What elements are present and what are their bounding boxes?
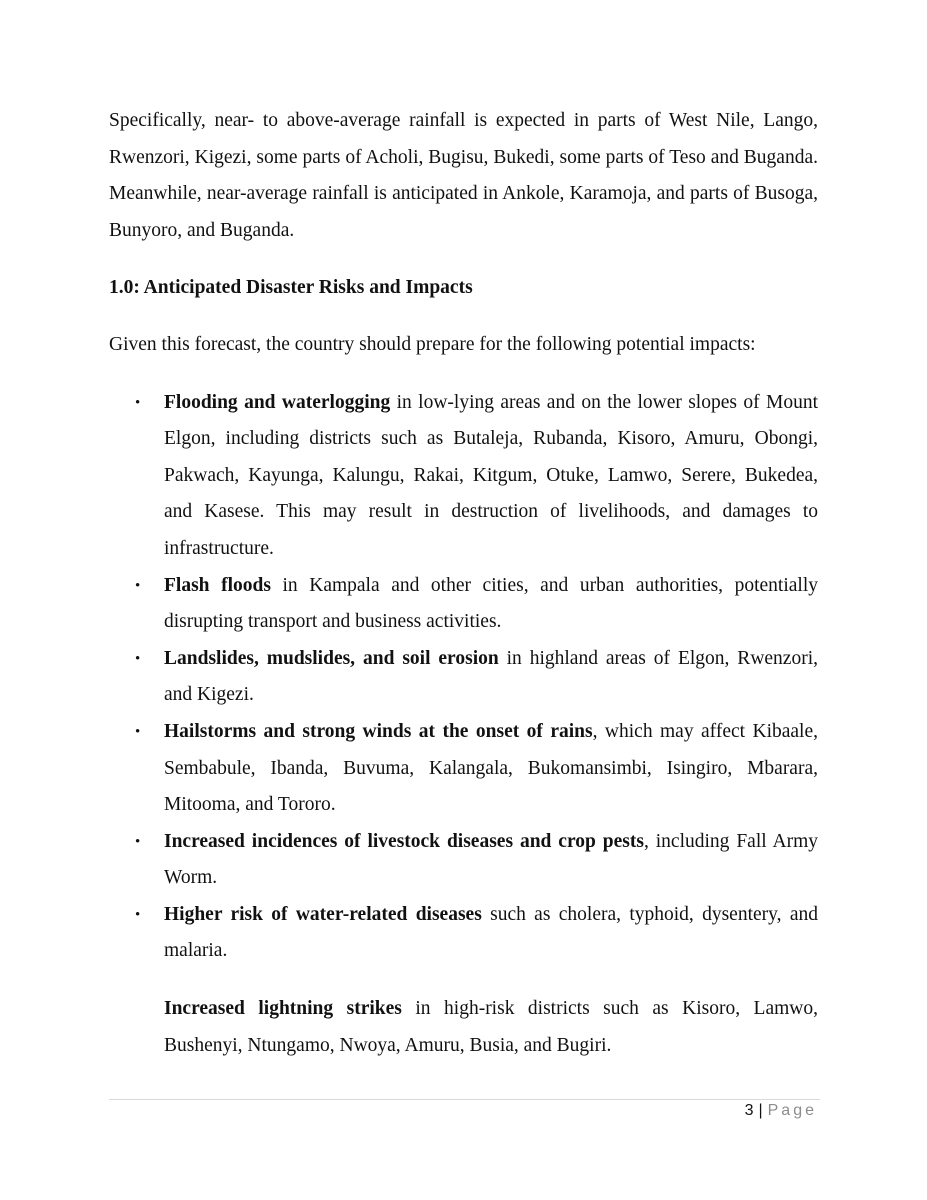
page-label: Page [767, 1102, 817, 1119]
impact-text: such as cholera, typhoid, dysentery, and malaria. [164, 903, 818, 962]
impact-text: in Kampala and other cities, and urban authorities, potentially disrupting transport and business activities. [164, 574, 818, 633]
page-number: 3 [744, 1102, 754, 1119]
bullet-icon: • [135, 650, 141, 667]
intro-paragraph: Specifically, near- to above-average rainfall is expected in parts of West Nile, Lango, Rwenzori, Kigezi, some parts of Acholi, Bugisu, Bukedi, some parts of Teso and Buganda. Meanwhile, near-average rainfall is anticipated in Ankole, Karamoja, and parts of Busoga, Bunyoro, and Buganda. [109, 110, 818, 241]
footer-divider [109, 1099, 820, 1100]
bullet-icon: • [135, 833, 141, 850]
list-item [109, 568, 818, 641]
document-body [109, 103, 818, 1064]
bullet-icon: • [135, 394, 141, 411]
list-item [109, 641, 818, 714]
footer-separator: | [758, 1102, 763, 1119]
bullet-icon: • [135, 906, 141, 923]
page-footer [745, 1102, 817, 1120]
list-item [109, 897, 818, 970]
impact-text: in low-lying areas and on the lower slopes of Mount Elgon, including districts such as Butaleja, Rubanda, Kisoro, Amuru, Obongi, Pakwach, Kayunga, Kalungu, Rakai, Kitgum, Otuke, Lamwo, Serere, Bukedea, and Kasese. This may result in destruction of livelihoods, and damages to infrastructure. [164, 391, 818, 559]
bullet-icon: • [135, 577, 141, 594]
impact-title: Increased incidences of livestock diseases and crop pests [164, 830, 644, 852]
impact-title: Hailstorms and strong winds at the onset of rains [164, 720, 593, 742]
impact-title: Flooding and waterlogging [164, 391, 391, 413]
impacts-list [109, 385, 818, 971]
list-item [109, 714, 818, 824]
impact-text: , which may affect Kibaale, Sembabule, Ibanda, Buvuma, Kalangala, Bukomansimbi, Isingiro, Mbarara, Mitooma, and Tororo. [164, 720, 818, 816]
lead-in-paragraph: Given this forecast, the country should prepare for the following potential impacts: [109, 333, 756, 355]
impact-text: , including Fall Army Worm. [164, 830, 818, 889]
lightning-title: Increased lightning strikes [164, 998, 402, 1020]
lightning-text: in high-risk districts such as Kisoro, Lamwo, Bushenyi, Ntungamo, Nwoya, Amuru, Busia, and Bugiri. [164, 998, 818, 1056]
impact-title: Flash floods [164, 574, 271, 596]
impact-title: Higher risk of water-related diseases [164, 903, 482, 925]
impact-title: Landslides, mudslides, and soil erosion [164, 647, 499, 669]
lightning-paragraph [164, 991, 818, 1064]
section-heading: 1.0: Anticipated Disaster Risks and Impacts [109, 277, 473, 299]
impact-text: in highland areas of Elgon, Rwenzori, and Kigezi. [164, 647, 818, 706]
bullet-icon: • [135, 723, 141, 740]
list-item [109, 385, 818, 568]
list-item [109, 824, 818, 897]
